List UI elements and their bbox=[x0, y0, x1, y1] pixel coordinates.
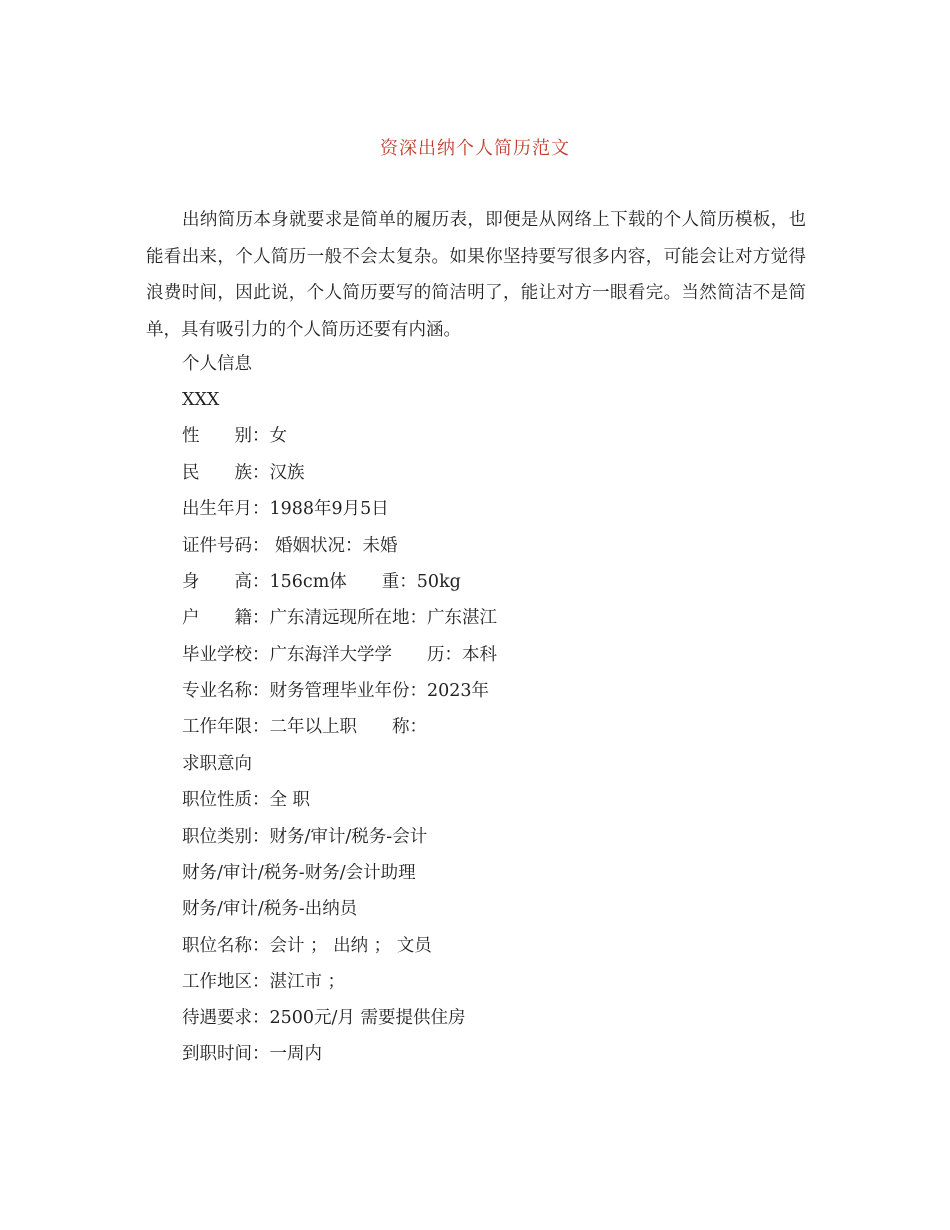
job-salary: 待遇要求：2500元/月 需要提供住房 bbox=[182, 1008, 466, 1028]
info-id-marital: 证件号码： 婚姻状况：未婚 bbox=[182, 536, 398, 556]
info-ethnicity: 民 族：汉族 bbox=[182, 463, 305, 483]
info-work-years-title: 工作年限：二年以上职 称： bbox=[182, 717, 427, 737]
intro-paragraph: 出纳简历本身就要求是简单的履历表，即便是从网络上下载的个人简历模板，也能看出来，个人简历一般不会太复杂。如果你坚持要写很多内容，可能会让对方觉得浪费时间，因此说，个人简历要写的简洁明了，能让对方一眼看完。当然简洁不是简单，具有吸引力的个人简历还要有内涵。 bbox=[146, 210, 806, 340]
info-height-weight: 身 高：156cm体 重：50kg bbox=[182, 572, 461, 592]
section-heading-job-intent: 求职意向 bbox=[182, 754, 252, 774]
info-gender: 性 别：女 bbox=[182, 426, 287, 446]
job-location: 工作地区：湛江市 ； bbox=[182, 972, 346, 992]
info-school-education: 毕业学校：广东海洋大学学 历：本科 bbox=[182, 645, 497, 665]
section-heading-personal-info: 个人信息 bbox=[182, 354, 252, 374]
info-name: XXX bbox=[182, 390, 220, 410]
info-birth-date: 出生年月：1988年9月5日 bbox=[182, 499, 389, 519]
job-category: 职位类别：财务/审计/税务-会计 bbox=[182, 827, 428, 847]
job-nature: 职位性质：全 职 bbox=[182, 790, 311, 810]
job-title: 职位名称：会计 ； 出纳 ； 文员 bbox=[182, 936, 432, 956]
job-category-3: 财务/审计/税务-出纳员 bbox=[182, 899, 358, 919]
job-category-2: 财务/审计/税务-财务/会计助理 bbox=[182, 863, 416, 883]
info-major-graduation: 专业名称：财务管理毕业年份：2023年 bbox=[182, 681, 490, 701]
job-start-time: 到职时间：一周内 bbox=[182, 1044, 322, 1064]
document-title: 资深出纳个人简历范文 bbox=[380, 138, 570, 159]
info-hukou-location: 户 籍：广东清远现所在地：广东湛江 bbox=[182, 608, 497, 628]
